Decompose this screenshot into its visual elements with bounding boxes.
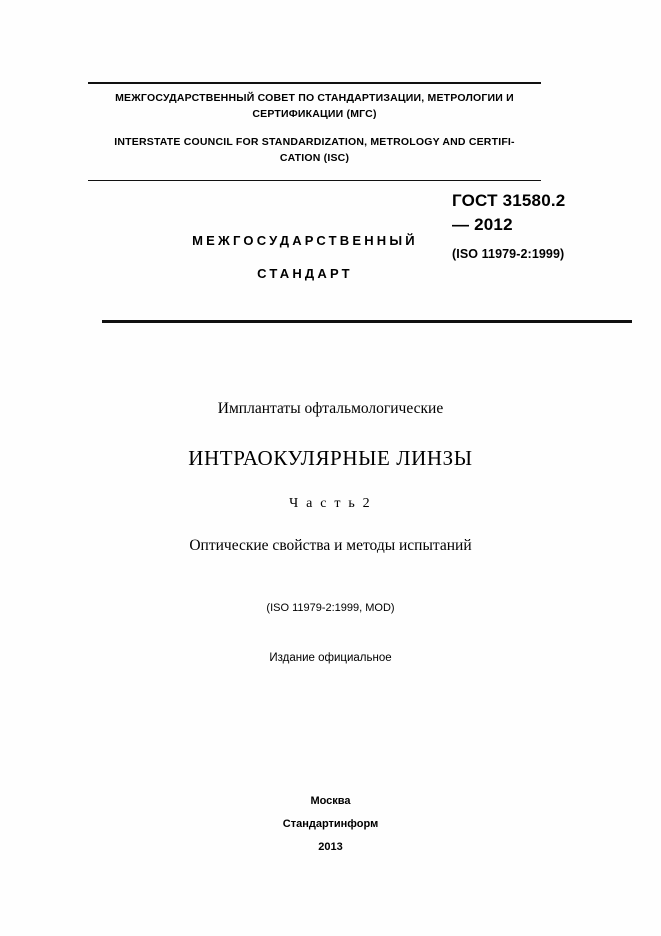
council-heading [88, 90, 541, 166]
footer-city: Москва [310, 795, 351, 807]
header-top-divider [88, 82, 541, 84]
council-ru-line-1: МЕЖГОСУДАРСТВЕННЫЙ СОВЕТ ПО СТАНДАРТИЗАЦИИ, МЕТРОЛОГИИ И [115, 92, 514, 104]
standard-type-line-2: СТАНДАРТ [257, 266, 353, 281]
title-edition-note: Издание официальное [269, 652, 392, 664]
document-title-block [60, 398, 601, 664]
council-en-line-1: INTERSTATE COUNCIL FOR STANDARDIZATION, METROLOGY AND CERTIFI- [114, 136, 515, 148]
standard-number: ГОСТ 31580.2 [452, 191, 566, 210]
council-en-line-2: CATION (ISC) [279, 152, 350, 164]
footer-publisher: Стандартинформ [282, 818, 379, 830]
header-bottom-divider [102, 320, 632, 323]
standard-iso-reference: (ISO 11979-2:1999) [452, 247, 565, 261]
document-footer [60, 790, 601, 859]
council-ru-line-2: СЕРТИФИКАЦИИ (МГС) [252, 108, 377, 120]
title-subtitle: Оптические свойства и методы испытаний [189, 537, 472, 554]
standard-year: — 2012 [452, 215, 513, 234]
footer-year: 2013 [318, 841, 343, 853]
title-iso-mod: (ISO 11979-2:1999, MOD) [266, 602, 395, 614]
standard-designation [452, 189, 642, 261]
council-heading-russian [88, 90, 541, 122]
title-implants: Имплантаты офтальмологические [217, 400, 444, 417]
page-title: ИНТРАОКУЛЯРНЫЕ ЛИНЗЫ [188, 446, 473, 470]
title-part-number: Ч а с т ь 2 [289, 496, 372, 511]
standard-type-line-1: МЕЖГОСУДАРСТВЕННЫЙ [192, 233, 418, 248]
standard-type-label [150, 224, 460, 290]
header-middle-divider [88, 180, 541, 181]
council-heading-english [88, 134, 541, 166]
